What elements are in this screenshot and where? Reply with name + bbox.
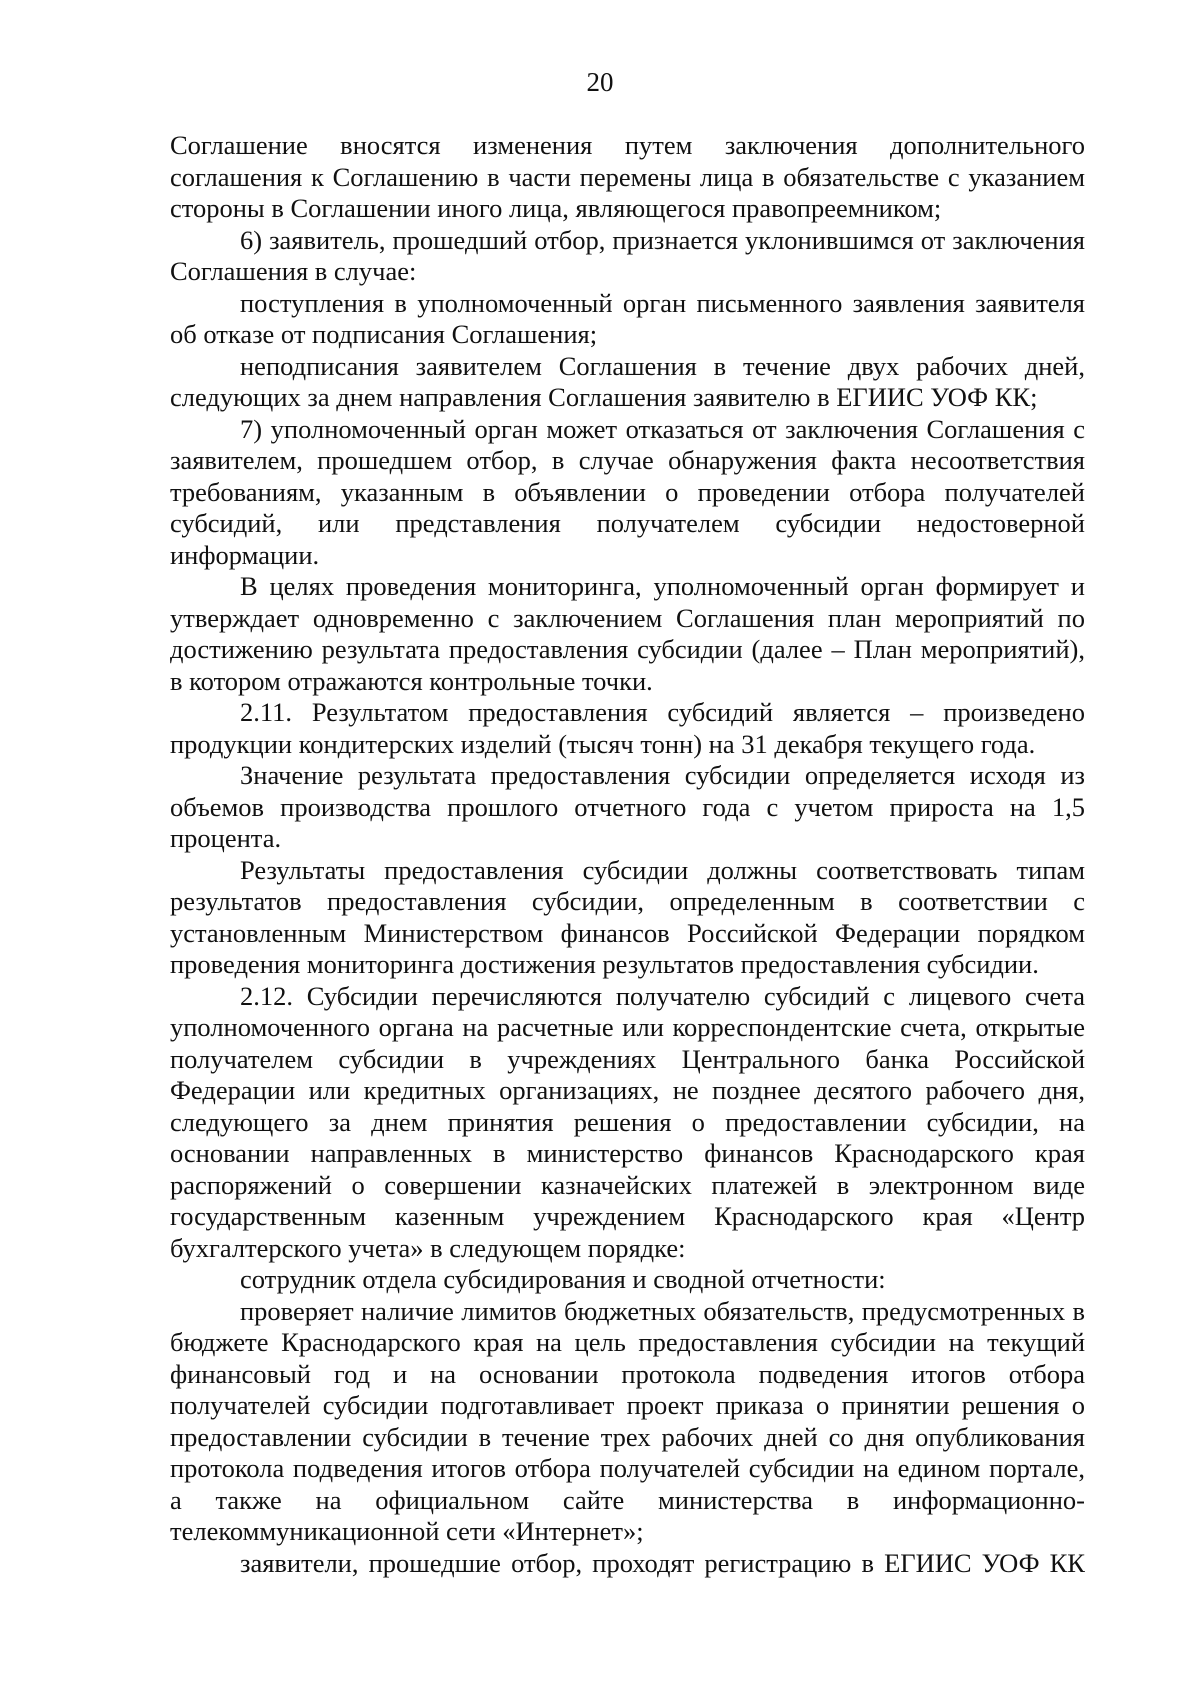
paragraph-item-6: 6) заявитель, прошедший отбор, признается уклонившимся от заключения Соглашения в случае: bbox=[170, 224, 1085, 286]
paragraph-written-refusal: поступления в уполномоченный орган письменного заявления заявителя об отказе от подписания Соглашения; bbox=[170, 287, 1085, 349]
page-number: 20 bbox=[586, 67, 614, 97]
paragraph-2-12: 2.12. Субсидии перечисляются получателю субсидий с лицевого счета уполномоченного органа на расчетные или корреспондентские счета, открытые получателем субсидии в учреждениях Центрального банка Российской Федерации или кредитных организациях, не позднее десятого рабочего дня, следующего за днем принятия решения о предоставлении субсидии, на основании направленных в министерство финансов Краснодарского края распоряжений о совершении казначейских платежей в электронном виде государственным казенным учреждением Краснодарского края «Центр бухгалтерского учета» в следующем порядке: bbox=[170, 980, 1085, 1263]
paragraph-employee: сотрудник отдела субсидирования и сводной отчетности: bbox=[240, 1264, 886, 1294]
paragraph-non-signing: неподписания заявителем Соглашения в течение двух рабочих дней, следующих за днем направления Соглашения заявителю в ЕГИИС УОФ КК; bbox=[170, 350, 1085, 412]
paragraph-checks-limits: проверяет наличие лимитов бюджетных обязательств, предусмотренных в бюджете Краснодарского края на цель предоставления субсидии на текущий финансовый год и на основании протокола подведения итогов отбора получателей субсидии подготавливает проект приказа о принятии решения о предоставлении субсидии в течение трех рабочих дней со дня опубликования протокола подведения итогов отбора получателей субсидии на едином портале, а также на официальном сайте министерства в информационно-телекоммуникационной сети «Интернет»; bbox=[170, 1295, 1085, 1546]
paragraph-item-7: 7) уполномоченный орган может отказаться от заключения Соглашения с заявителем, прошедшем отбор, в случае обнаружения факта несоответствия требованиям, указанным в объявлении о проведении отбора получателей субсидий, или представления получателем субсидии недостоверной информации. bbox=[170, 413, 1085, 570]
paragraph-result-types: Результаты предоставления субсидии должны соответствовать типам результатов предоставления субсидии, определенным в соответствии с установленным Министерством финансов Российской Федерации порядком проведения мониторинга достижения результатов предоставления субсидии. bbox=[170, 854, 1085, 979]
paragraph-agreement-changes: Соглашение вносятся изменения путем заключения дополнительного соглашения к Соглашению в части перемены лица в обязательстве с указанием стороны в Соглашении иного лица, являющегося правопреемником; bbox=[170, 130, 1085, 223]
paragraph-monitoring: В целях проведения мониторинга, уполномоченный орган формирует и утверждает одновременно с заключением Соглашения план мероприятий по достижению результата предоставления субсидии (далее – План мероприятий), в котором отражаются контрольные точки. bbox=[170, 571, 1085, 696]
paragraph-2-11: 2.11. Результатом предоставления субсидий является – произведено продукции кондитерских изделий (тысяч тонн) на 31 декабря текущего года. bbox=[170, 697, 1085, 759]
paragraph-registration: заявители, прошедшие отбор, проходят регистрацию в ЕГИИС УОФ КК bbox=[240, 1547, 1085, 1578]
paragraph-result-value: Значение результата предоставления субсидии определяется исходя из объемов производства прошлого отчетного года с учетом прироста на 1,5 процента. bbox=[170, 760, 1085, 853]
document-body bbox=[170, 130, 1085, 1579]
